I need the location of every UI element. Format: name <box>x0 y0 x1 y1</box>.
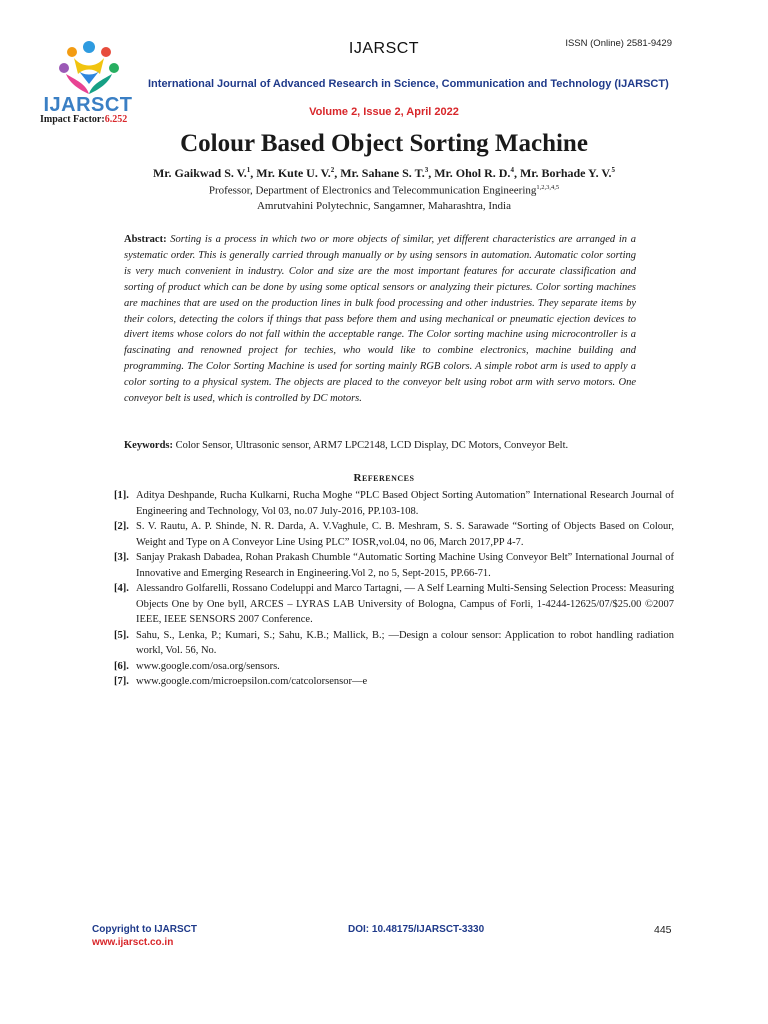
reference-text: Aditya Deshpande, Rucha Kulkarni, Rucha Moghe “PLC Based Object Sorting Automation” International Research Journal of Engineering and Technology, Vol 03, no.07 July-2016, PP.103-108. <box>136 490 674 517</box>
references-heading: References <box>353 472 415 484</box>
author: Mr. Gaikwad S. V. <box>152 166 247 180</box>
author: Mr. Sahane S. T. <box>340 166 425 180</box>
author-list: Mr. Gaikwad S. V.$^1$, Mr. Kute U. V.$^2$, Mr. Sahane S. T.$^3$, Mr. Ohol R. D.$^4$, Mr. Borhade Y. V.$^5$ <box>152 166 616 180</box>
abstract <box>124 232 636 407</box>
impact-factor-label: Impact Factor: <box>40 114 105 125</box>
reference-item <box>114 659 674 675</box>
reference-text: Sahu, S., Lenka, P.; Kumari, S.; Sahu, K.B.; Mallick, B.; —Design a colour sensor: Application to robot handling radiation workl, Vol. 56, No. <box>136 629 674 656</box>
reference-number: [6]. <box>114 660 129 672</box>
author: Mr. Ohol R. D. <box>434 166 511 180</box>
journal-full-name: International Journal of Advanced Research in Science, Communication and Technology (IJARSCT) <box>148 78 669 90</box>
keywords-text: Color Sensor, Ultrasonic sensor, ARM7 LPC2148, LCD Display, DC Motors, Conveyor Belt. <box>175 440 569 451</box>
paper-title: Colour Based Object Sorting Machine <box>180 130 588 157</box>
footer-copyright: Copyright to IJARSCT <box>92 924 197 935</box>
affiliation-text: Professor, Department of Electronics and Telecommunication Engineering <box>208 184 537 197</box>
reference-number: [3]. <box>114 552 129 563</box>
abstract-text: Sorting is a process in which two or more objects of similar, yet different characteristics are arranged in a systematic order. This is generally carried through manually or by using sensors in automation. Automatic color sorting is very much convenient in industry. Color and size are the most important features for accurate classification and sorting of product which can be done by using some optical sensors or analyzing their pictures. Color sorting machines are machines that are used on the production lines in bulk food processing and other industries. They separate items by their colors, detecting the colors if things that pass before them and using mechanical or pneumatic ejection devices to divert items whose colors do not fall within the acceptable range. The Color sorting machine using microcontroller is a fascinating and renowned project for techies, who would like to combine electronics, machine building and programming. The Color Sorting Machine is used for sorting mainly RGB colors. A simple robot arm is used to apply a color sorting to a physical system. The objects are placed to the conveyor belt using robot arm with servo motors. One conveyor belt is used, which is controlled by DC motors. <box>124 234 637 405</box>
reference-text: Alessandro Golfarelli, Rossano Codeluppi and Marco Tartagni, — A Self Learning Multi-Sensing Selection Process: Measuring Objects One by One byll, ARCES – LYRAS LAB University of Bologna, Campus of Forli, 1-4244-12625/07/$25.00 ©2007 IEEE, IEEE SENSORS 2007 Conference. <box>136 583 674 625</box>
author: Mr. Kute U. V. <box>256 166 331 180</box>
reference-item <box>114 581 674 628</box>
reference-item <box>114 550 674 581</box>
issn: ISSN (Online) 2581-9429 <box>565 38 672 49</box>
author-sup: 5 <box>611 166 616 174</box>
reference-number: [5]. <box>114 629 129 641</box>
footer-website-link[interactable]: www.ijarsct.co.in <box>92 937 174 948</box>
reference-item <box>114 674 674 690</box>
reference-text: S. V. Rautu, A. P. Shinde, N. R. Darda, A. V.Vaghule, C. B. Meshram, S. S. Sarawade “Sorting of Objects Based on Colour, Weight and Type on A Conveyor Line Using PLC” IOSR,vol.04, no 06, March 2017,PP 4-7. <box>136 521 674 548</box>
keywords-label: Keywords: <box>124 440 173 451</box>
reference-item <box>114 628 674 659</box>
abstract-label: Abstract: <box>124 234 167 245</box>
reference-number: [1]. <box>114 490 129 501</box>
reference-item <box>114 488 674 519</box>
logo-wordmark: IJARSCT <box>43 94 133 116</box>
author-sup: 3 <box>424 166 429 174</box>
reference-text: www.google.com/osa.org/sensors. <box>136 660 280 672</box>
footer-doi-link[interactable]: DOI: 10.48175/IJARSCT-3330 <box>348 924 485 935</box>
author-sup: 1 <box>246 166 251 174</box>
impact-factor-value: 6.252 <box>104 114 128 125</box>
reference-number: [4]. <box>114 583 129 594</box>
reference-number: [7]. <box>114 676 129 687</box>
journal-short-name: IJARSCT <box>348 40 420 57</box>
keywords <box>124 440 644 451</box>
affiliation-sup: 1,2,3,4,5 <box>536 184 560 191</box>
volume-issue: Volume 2, Issue 2, April 2022 <box>309 106 459 118</box>
page-number: 445 <box>654 924 672 936</box>
reference-item <box>114 519 674 550</box>
author-sup: 4 <box>510 166 514 174</box>
reference-text: www.google.com/microepsilon.com/catcolorsensor—e <box>136 676 368 687</box>
reference-list <box>114 488 674 690</box>
author: Mr. Borhade Y. V. <box>519 166 612 180</box>
reference-text: Sanjay Prakash Dabadea, Rohan Prakash Chumble “Automatic Sorting Machine Using Conveyor Belt” International Journal of Innovative and Emerging Research in Engineering.Vol 2, no 5, Sept-2015, PP.66-71. <box>136 552 674 579</box>
affiliation-institution: Amrutvahini Polytechnic, Sangamner, Maharashtra, India <box>256 200 511 212</box>
affiliation-department <box>0 184 768 197</box>
author-sup: 2 <box>330 166 335 174</box>
reference-number: [2]. <box>114 521 129 532</box>
